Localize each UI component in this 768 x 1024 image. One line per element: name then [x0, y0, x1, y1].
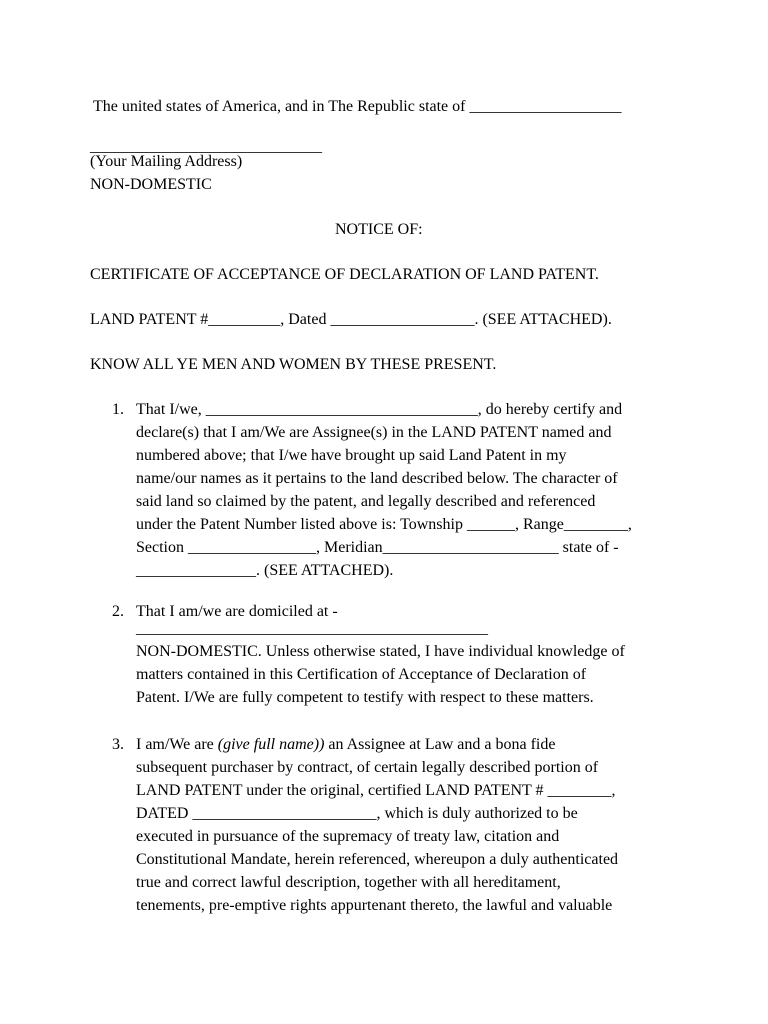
item-3-first-line — [136, 733, 696, 756]
item-2-number: 2. — [112, 603, 124, 620]
item-2-line: That I am/we are domiciled at - — [136, 603, 338, 620]
item-1-number: 1. — [112, 401, 124, 418]
item-2-line: NON-DOMESTIC. Unless otherwise stated, I have individual knowledge of — [136, 643, 625, 660]
item-2-line: Patent. I/We are fully competent to testify with respect to these matters. — [136, 689, 594, 706]
item-3-fill-in-hint: (give full name)) — [217, 736, 325, 753]
item-3-line: Constitutional Mandate, herein referenced, whereupon a duly authenticated — [136, 851, 619, 868]
item-3-line: executed in pursuance of the supremacy of treaty law, citation and — [136, 828, 560, 845]
item-1-line: declare(s) that I am/We are Assignee(s) in the LAND PATENT named and — [136, 424, 612, 441]
mailing-address-label: (Your Mailing Address) — [90, 153, 243, 170]
item-2-paragraph — [136, 600, 696, 709]
header-jurisdiction-line: The united states of America, and in The Republic state of ___________________ — [93, 98, 622, 115]
item-3-prefix: I am/We are — [136, 736, 218, 753]
certificate-title: CERTIFICATE OF ACCEPTANCE OF DECLARATION OF LAND PATENT. — [90, 266, 599, 283]
item-3-line: LAND PATENT under the original, certified LAND PATENT # ________, — [136, 782, 616, 799]
item-3-line: subsequent purchaser by contract, of certain legally described portion of — [136, 759, 599, 776]
item-3-line: DATED _______________________, which is duly authorized to be — [136, 805, 578, 822]
item-1-line: said land so claimed by the patent, and legally described and referenced — [136, 493, 596, 510]
non-domestic-label: NON-DOMESTIC — [90, 176, 212, 193]
item-1-line: under the Patent Number listed above is: Township ______, Range________, — [136, 516, 632, 533]
item-1-paragraph — [136, 398, 696, 582]
item-3-paragraph — [136, 733, 696, 917]
mailing-address-blank: _____________________________ — [90, 138, 322, 155]
item-3-line: true and correct lawful description, together with all hereditament, — [136, 874, 561, 891]
know-all-heading: KNOW ALL YE MEN AND WOMEN BY THESE PRESENT. — [90, 356, 497, 373]
item-1-line: _______________. (SEE ATTACHED). — [136, 562, 394, 579]
item-3-suffix: an Assignee at Law and a bona fide — [324, 736, 556, 753]
item-3-number: 3. — [112, 736, 124, 753]
item-1-line: numbered above; that I/we have brought up said Land Patent in my — [136, 447, 567, 464]
item-1-line: name/our names as it pertains to the land described below. The character of — [136, 470, 618, 487]
land-patent-reference: LAND PATENT #_________, Dated __________________. (SEE ATTACHED). — [90, 311, 612, 328]
notice-heading: NOTICE OF: — [335, 221, 423, 238]
item-2-line: matters contained in this Certification of Acceptance of Declaration of — [136, 666, 587, 683]
item-1-line: That I/we, __________________________________, do hereby certify and — [136, 401, 623, 418]
item-2-line: ____________________________________________ — [136, 620, 488, 637]
item-3-line: tenements, pre-emptive rights appurtenant thereto, the lawful and valuable — [136, 897, 613, 914]
item-1-line: Section ________________, Meridian______________________ state of - — [136, 539, 619, 556]
